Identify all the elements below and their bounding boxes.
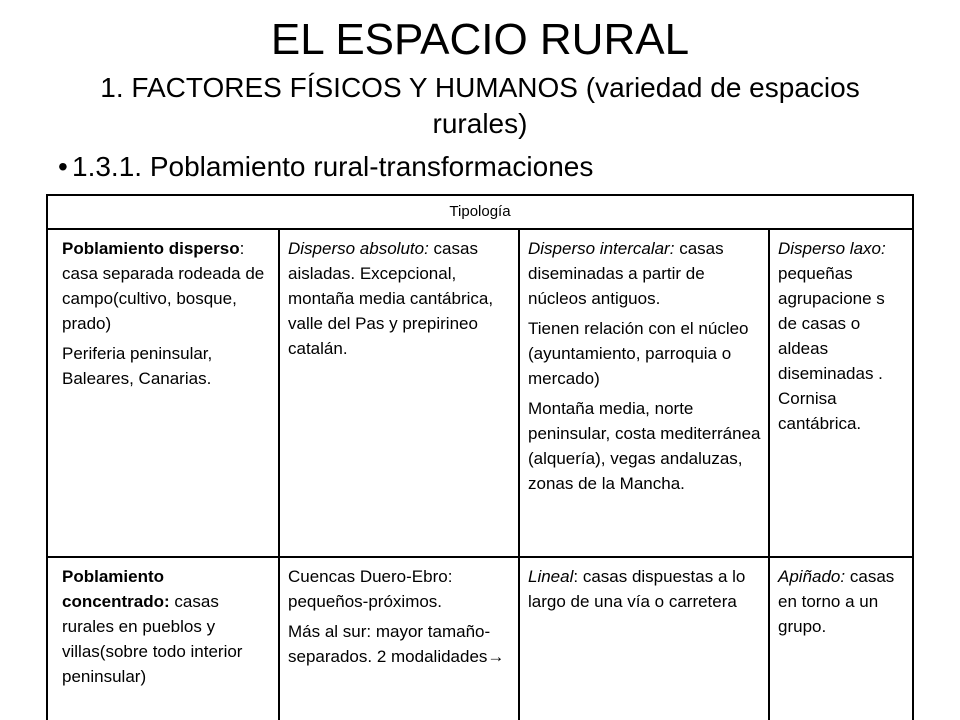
table-column-divider-2 <box>518 228 520 720</box>
cell-paragraph: Cuencas Duero-Ebro: pequeños-próximos. <box>288 567 453 611</box>
cell-intercalated-dispersed <box>528 236 764 501</box>
cell-concentrated-settlement <box>62 564 268 694</box>
term-label: Lineal <box>528 567 574 586</box>
table-border-left <box>46 194 48 720</box>
cell-paragraph <box>778 236 908 436</box>
term-description: casas aisladas. Excepcional, montaña media cantábrica, valle del Pas y prepirineo catalán. <box>288 239 494 358</box>
term-label: Apiñado: <box>778 567 846 586</box>
term-description: : casas dispuestas a lo largo de una vía o carretera <box>528 567 746 611</box>
cell-paragraph: Tienen relación con el núcleo (ayuntamiento, parroquia o mercado) <box>528 319 749 388</box>
table-divider-header <box>46 228 914 230</box>
cell-basins <box>288 564 514 674</box>
term-label: Poblamiento concentrado: <box>62 567 170 611</box>
cell-dispersed-settlement <box>62 236 268 396</box>
cell-lax-dispersed <box>778 236 908 441</box>
cell-paragraph: Periferia peninsular, Baleares, Canarias. <box>62 344 213 388</box>
term-description: casas diseminadas a partir de núcleos antiguos. <box>528 239 724 308</box>
term-description: pequeñas agrupacione s de casas o aldeas diseminadas . Cornisa cantábrica. <box>778 264 885 433</box>
term-label: Disperso absoluto: <box>288 239 429 258</box>
bullet-item <box>58 150 593 184</box>
cell-clustered <box>778 564 908 644</box>
term-description: : casa separada rodeada de campo(cultivo, bosque, prado) <box>62 239 265 333</box>
term-label: Poblamiento disperso <box>62 239 240 258</box>
bullet-text: 1.3.1. Poblamiento rural-transformaciones <box>72 151 594 182</box>
cell-paragraph <box>288 236 514 361</box>
term-label: Disperso laxo: <box>778 239 886 258</box>
bullet-icon: • <box>58 151 68 182</box>
term-description: casas en torno a un grupo. <box>778 567 895 636</box>
table-divider-rows <box>46 556 914 558</box>
table-border-right <box>912 194 914 720</box>
slide-title: EL ESPACIO RURAL <box>270 15 690 64</box>
cell-paragraph <box>528 236 764 311</box>
cell-paragraph: Montaña media, norte peninsular, costa mediterránea (alquería), vegas andaluzas, zonas de la Mancha. <box>528 399 761 493</box>
cell-linear <box>528 564 764 619</box>
cell-paragraph <box>62 564 268 689</box>
table-header-typology: Tipología <box>449 203 511 220</box>
cell-paragraph <box>62 236 268 336</box>
slide-subtitle: 1. FACTORES FÍSICOS Y HUMANOS (variedad de espacios rurales) <box>100 72 860 139</box>
typology-table <box>46 194 914 720</box>
cell-paragraph <box>778 564 908 639</box>
cell-absolute-dispersed <box>288 236 514 366</box>
term-label: Disperso intercalar: <box>528 239 675 258</box>
term-description: casas rurales en pueblos y villas(sobre todo interior peninsular) <box>62 592 243 686</box>
cell-paragraph: Más al sur: mayor tamaño-separados. 2 modalidades→ <box>288 622 505 666</box>
table-column-divider-3 <box>768 228 770 720</box>
cell-paragraph <box>528 564 764 614</box>
table-column-divider-1 <box>278 228 280 720</box>
